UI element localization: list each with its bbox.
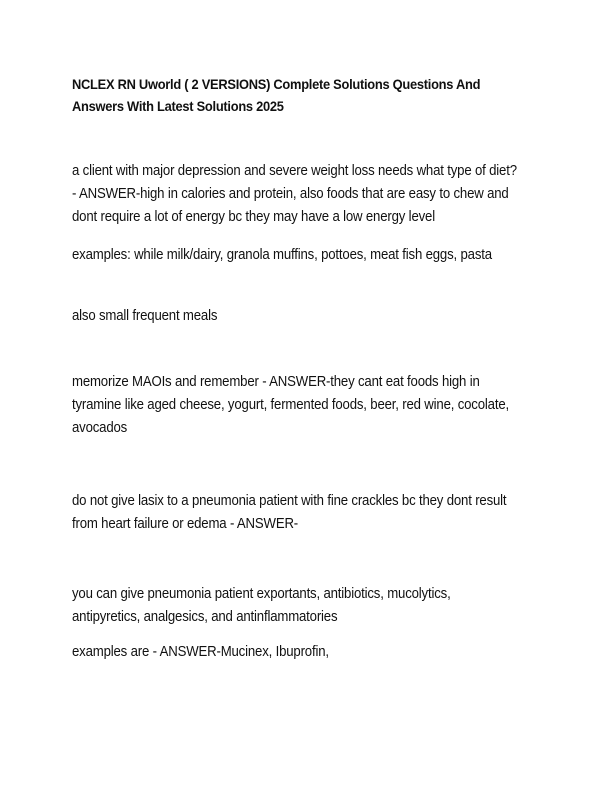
examples-paragraph-foods: examples: while milk/dairy, granola muffins, pottoes, meat fish eggs, pasta bbox=[72, 246, 492, 263]
qa-paragraph-depression-diet: a client with major depression and severe weight loss needs what type of diet? - ANSWER-high in calories and protein, also foods that are easy to chew and dont require a lot of energy bc they may have a low energy level bbox=[72, 162, 517, 225]
qa-paragraph-maois: memorize MAOIs and remember - ANSWER-they cant eat foods high in tyramine like aged cheese, yogurt, fermented foods, beer, red wine, cocolate, avocados bbox=[72, 373, 509, 436]
paragraph-pneumonia-meds: you can give pneumonia patient exportants, antibiotics, mucolytics, antipyretics, analgesics, and antinflammatories bbox=[72, 585, 451, 625]
paragraph-small-meals: also small frequent meals bbox=[72, 307, 218, 324]
qa-paragraph-examples: examples are - ANSWER-Mucinex, Ibuprofin, bbox=[72, 643, 329, 660]
document-title: NCLEX RN Uworld ( 2 VERSIONS) Complete Solutions Questions And Answers With Latest Solutions 2025 bbox=[72, 76, 481, 114]
qa-paragraph-lasix: do not give lasix to a pneumonia patient with fine crackles bc they dont result from heart failure or edema - ANSWER- bbox=[72, 492, 507, 532]
